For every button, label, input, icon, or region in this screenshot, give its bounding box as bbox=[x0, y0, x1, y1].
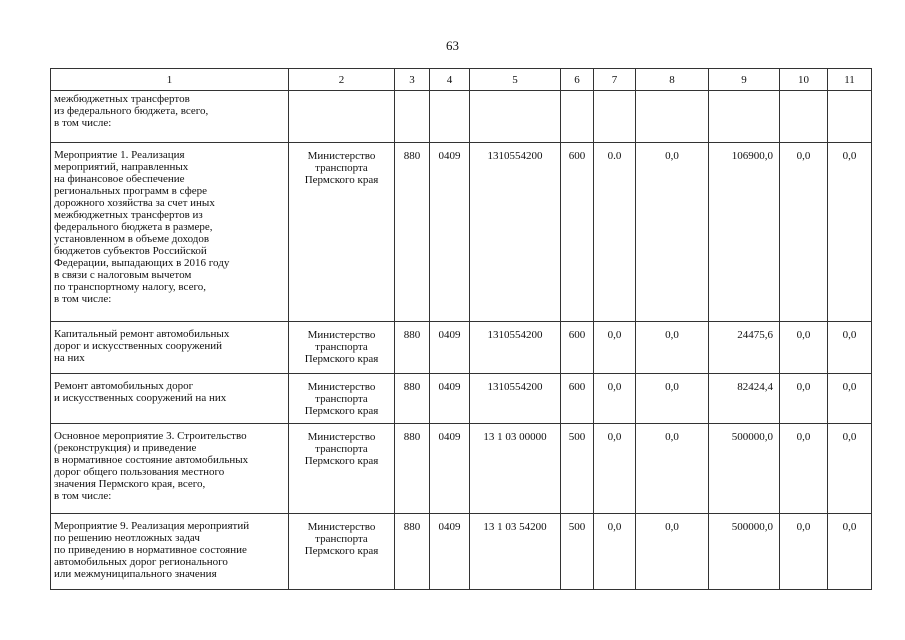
value-cell: 0,0 bbox=[780, 424, 828, 514]
table-row bbox=[51, 424, 872, 514]
header-cell: 7 bbox=[594, 69, 636, 91]
value-cell: 0,0 bbox=[828, 322, 872, 374]
value-cell: 0,0 bbox=[636, 514, 709, 590]
header-cell: 6 bbox=[561, 69, 594, 91]
header-cell: 1 bbox=[51, 69, 289, 91]
table-body bbox=[51, 91, 872, 590]
value-cell bbox=[780, 91, 828, 143]
target-code-cell: 13 1 03 00000 bbox=[470, 424, 561, 514]
budget-table bbox=[50, 68, 872, 590]
table-row bbox=[51, 514, 872, 590]
value-cell: 24475,6 bbox=[709, 322, 780, 374]
activity-name-cell: Мероприятие 1. Реализация мероприятий, направленных на финансовое обеспечение региональных программ в сфере дорожного хозяйства за счет иных межбюджетных трансфертов из федерального бюджета в размере, установленном в объеме доходов бюджетов субъектов Российской Федерации, выпадающих в 2016 году в связи с налоговым вычетом по транспортному налогу, всего, в том числе: bbox=[51, 143, 289, 322]
section-code-cell: 0409 bbox=[430, 143, 470, 322]
responsible-cell: Министерство транспорта Пермского края bbox=[289, 143, 395, 322]
value-cell: 500000,0 bbox=[709, 424, 780, 514]
target-code-cell bbox=[470, 91, 561, 143]
gr-code-cell: 880 bbox=[395, 424, 430, 514]
activity-name-cell: Мероприятие 9. Реализация мероприятий по решению неотложных задач по приведению в нормативное состояние автомобильных дорог регионального или межмуниципального значения bbox=[51, 514, 289, 590]
table-header bbox=[51, 69, 872, 91]
responsible-cell: Министерство транспорта Пермского края bbox=[289, 424, 395, 514]
table-row bbox=[51, 374, 872, 424]
expense-type-cell: 600 bbox=[561, 374, 594, 424]
header-cell: 2 bbox=[289, 69, 395, 91]
header-cell: 10 bbox=[780, 69, 828, 91]
header-cell: 4 bbox=[430, 69, 470, 91]
expense-type-cell bbox=[561, 91, 594, 143]
value-cell: 0,0 bbox=[780, 514, 828, 590]
responsible-cell bbox=[289, 91, 395, 143]
gr-code-cell: 880 bbox=[395, 322, 430, 374]
section-code-cell: 0409 bbox=[430, 424, 470, 514]
section-code-cell: 0409 bbox=[430, 322, 470, 374]
gr-code-cell bbox=[395, 91, 430, 143]
value-cell: 0,0 bbox=[828, 514, 872, 590]
value-cell: 82424,4 bbox=[709, 374, 780, 424]
responsible-cell: Министерство транспорта Пермского края bbox=[289, 514, 395, 590]
expense-type-cell: 500 bbox=[561, 514, 594, 590]
value-cell: 0,0 bbox=[594, 322, 636, 374]
target-code-cell: 13 1 03 54200 bbox=[470, 514, 561, 590]
value-cell bbox=[709, 91, 780, 143]
section-code-cell: 0409 bbox=[430, 374, 470, 424]
activity-name-cell: Основное мероприятие 3. Строительство (реконструкция) и приведение в нормативное состояние автомобильных дорог общего пользования местного значения Пермского края, всего, в том числе: bbox=[51, 424, 289, 514]
activity-name-cell: межбюджетных трансфертов из федерального бюджета, всего, в том числе: bbox=[51, 91, 289, 143]
value-cell: 0,0 bbox=[828, 143, 872, 322]
table-row bbox=[51, 91, 872, 143]
activity-name-cell: Капитальный ремонт автомобильных дорог и искусственных сооружений на них bbox=[51, 322, 289, 374]
header-cell: 5 bbox=[470, 69, 561, 91]
value-cell bbox=[594, 91, 636, 143]
header-cell: 11 bbox=[828, 69, 872, 91]
value-cell: 0.0 bbox=[594, 143, 636, 322]
value-cell: 0,0 bbox=[594, 424, 636, 514]
expense-type-cell: 500 bbox=[561, 424, 594, 514]
value-cell: 0,0 bbox=[594, 514, 636, 590]
expense-type-cell: 600 bbox=[561, 322, 594, 374]
responsible-cell: Министерство транспорта Пермского края bbox=[289, 322, 395, 374]
value-cell: 0,0 bbox=[636, 374, 709, 424]
value-cell: 0,0 bbox=[636, 424, 709, 514]
value-cell bbox=[636, 91, 709, 143]
header-cell: 3 bbox=[395, 69, 430, 91]
value-cell: 0,0 bbox=[594, 374, 636, 424]
value-cell: 0,0 bbox=[636, 143, 709, 322]
target-code-cell: 1310554200 bbox=[470, 374, 561, 424]
value-cell: 0,0 bbox=[828, 424, 872, 514]
section-code-cell: 0409 bbox=[430, 514, 470, 590]
gr-code-cell: 880 bbox=[395, 374, 430, 424]
value-cell: 0,0 bbox=[636, 322, 709, 374]
gr-code-cell: 880 bbox=[395, 143, 430, 322]
table-row bbox=[51, 322, 872, 374]
target-code-cell: 1310554200 bbox=[470, 143, 561, 322]
header-cell: 8 bbox=[636, 69, 709, 91]
gr-code-cell: 880 bbox=[395, 514, 430, 590]
page-number: 63 bbox=[446, 38, 459, 53]
value-cell: 0,0 bbox=[780, 143, 828, 322]
section-code-cell bbox=[430, 91, 470, 143]
value-cell: 0,0 bbox=[780, 374, 828, 424]
value-cell bbox=[828, 91, 872, 143]
value-cell: 500000,0 bbox=[709, 514, 780, 590]
expense-type-cell: 600 bbox=[561, 143, 594, 322]
value-cell: 106900,0 bbox=[709, 143, 780, 322]
table-row bbox=[51, 143, 872, 322]
target-code-cell: 1310554200 bbox=[470, 322, 561, 374]
activity-name-cell: Ремонт автомобильных дорог и искусственных сооружений на них bbox=[51, 374, 289, 424]
value-cell: 0,0 bbox=[828, 374, 872, 424]
header-row bbox=[51, 69, 872, 91]
header-cell: 9 bbox=[709, 69, 780, 91]
value-cell: 0,0 bbox=[780, 322, 828, 374]
responsible-cell: Министерство транспорта Пермского края bbox=[289, 374, 395, 424]
